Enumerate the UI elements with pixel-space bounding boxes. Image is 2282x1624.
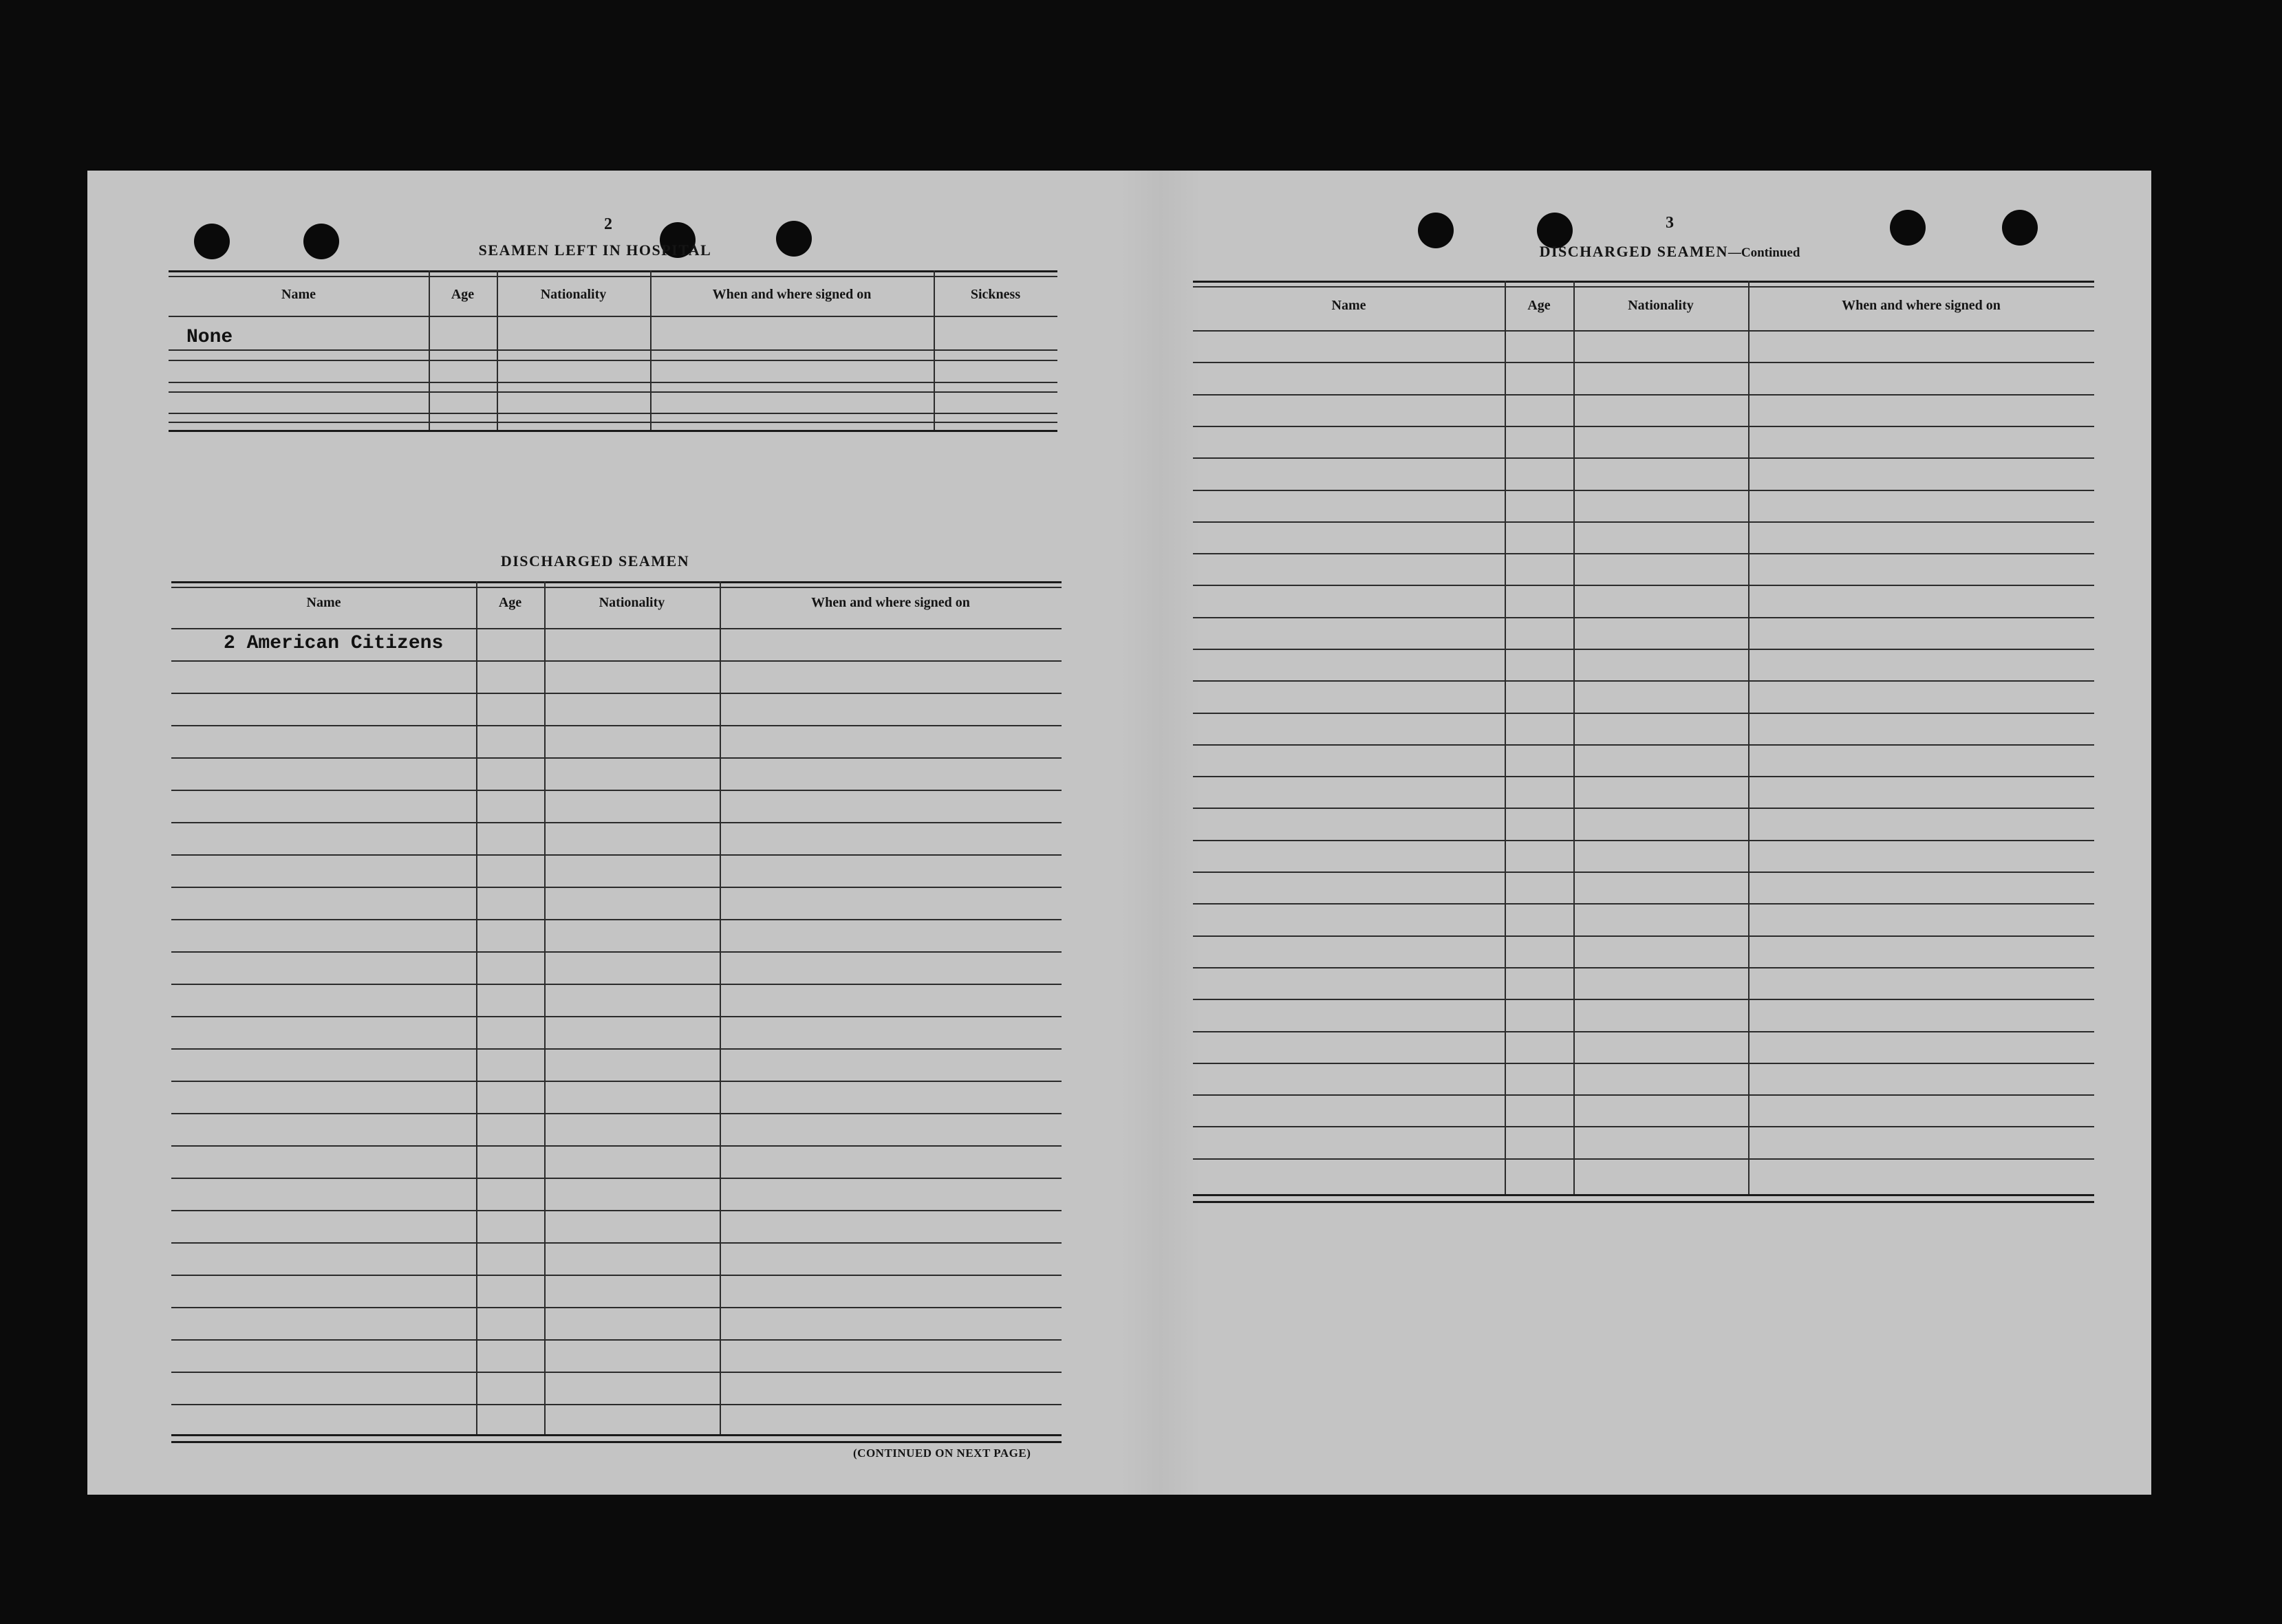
ruled-line [171,1081,1062,1082]
column-header: When and where signed on [1842,298,2001,313]
ruled-line [1193,617,2094,618]
ruled-line [171,1242,1062,1244]
bottom-rule [1193,1201,2094,1203]
ruled-line [1193,713,2094,714]
ruled-line [1193,490,2094,491]
ruled-line [171,1016,1062,1017]
hospital-section-title: SEAMEN LEFT IN HOSPITAL [478,241,712,259]
title-suffix: —Continued [1727,246,1800,260]
ruled-line [171,984,1062,985]
ruled-line [171,919,1062,920]
ruled-line [1193,457,2094,459]
discharged-continued-title [1477,243,1862,261]
discharged-entry: 2 American Citizens [224,633,444,654]
ruled-line [171,1113,1062,1114]
ruled-line [1193,585,2094,586]
continued-footer: (CONTINUED ON NEXT PAGE) [853,1447,1031,1460]
ruled-line [171,725,1062,726]
ruled-line [1193,521,2094,523]
ruled-line [1193,1126,2094,1127]
discharged-table [171,581,1062,1449]
column-header: Age [451,287,475,302]
ruled-line [1193,1094,2094,1096]
ruled-line [1193,744,2094,746]
ruled-line [1193,776,2094,777]
punch-hole [1890,210,1926,246]
ruled-line [1193,426,2094,427]
ruled-line [171,1404,1062,1405]
hospital-table [169,270,1057,432]
column-header: Name [1331,298,1366,313]
ruled-line [171,660,1062,662]
document-sheet [87,171,2151,1495]
discharged-section-title: DISCHARGED SEAMEN [500,552,690,570]
ruled-line [171,1210,1062,1211]
column-header: When and where signed on [811,595,970,610]
hospital-entry: None [186,327,233,348]
ruled-line [1193,1031,2094,1032]
ruled-line [171,887,1062,888]
ruled-line [171,1178,1062,1179]
title-text: DISCHARGED SEAMEN [1539,243,1728,260]
ruled-line [171,822,1062,823]
punch-hole [194,224,230,259]
punch-hole [776,221,812,257]
ruled-line [1193,553,2094,554]
page-number: 2 [604,215,612,233]
ruled-line [171,951,1062,953]
ruled-line [1193,935,2094,937]
ruled-line [171,1372,1062,1373]
ruled-line [171,1307,1062,1308]
page-fold [1119,171,1202,1495]
column-header: When and where signed on [712,287,872,302]
ruled-line [171,854,1062,856]
column-header: Nationality [599,595,665,610]
ruled-line [1193,871,2094,873]
ruled-line [171,1048,1062,1050]
ruled-line [171,1339,1062,1341]
column-header: Age [498,595,522,610]
ruled-line [171,1275,1062,1276]
ruled-line [171,628,1062,629]
punch-hole [2002,210,2038,246]
ruled-line [171,693,1062,694]
column-header: Name [281,287,316,302]
column-header: Name [306,595,341,610]
ruled-line [1193,999,2094,1000]
ruled-line [1193,649,2094,650]
ruled-line [1193,394,2094,396]
punch-hole [303,224,339,259]
bottom-rule [171,1441,1062,1443]
punch-hole [1418,213,1454,248]
bottom-rule [1193,1194,2094,1196]
ruled-line [1193,362,2094,363]
column-header: Age [1527,298,1551,313]
discharged-continued-table [1193,281,2094,1202]
ruled-line [1193,1158,2094,1160]
page-number: 3 [1666,214,1674,232]
ruled-line [1193,1063,2094,1064]
column-header: Sickness [970,287,1021,302]
ruled-line [171,1145,1062,1147]
ruled-line [171,757,1062,759]
ruled-line [1193,808,2094,809]
ruled-line [1193,903,2094,905]
ruled-line [1193,840,2094,841]
column-header: Nationality [540,287,607,302]
column-header: Nationality [1628,298,1694,313]
ruled-line [1193,680,2094,682]
ruled-line [1193,967,2094,968]
ruled-line [1193,330,2094,332]
ruled-line [171,790,1062,791]
bottom-rule [171,1434,1062,1436]
